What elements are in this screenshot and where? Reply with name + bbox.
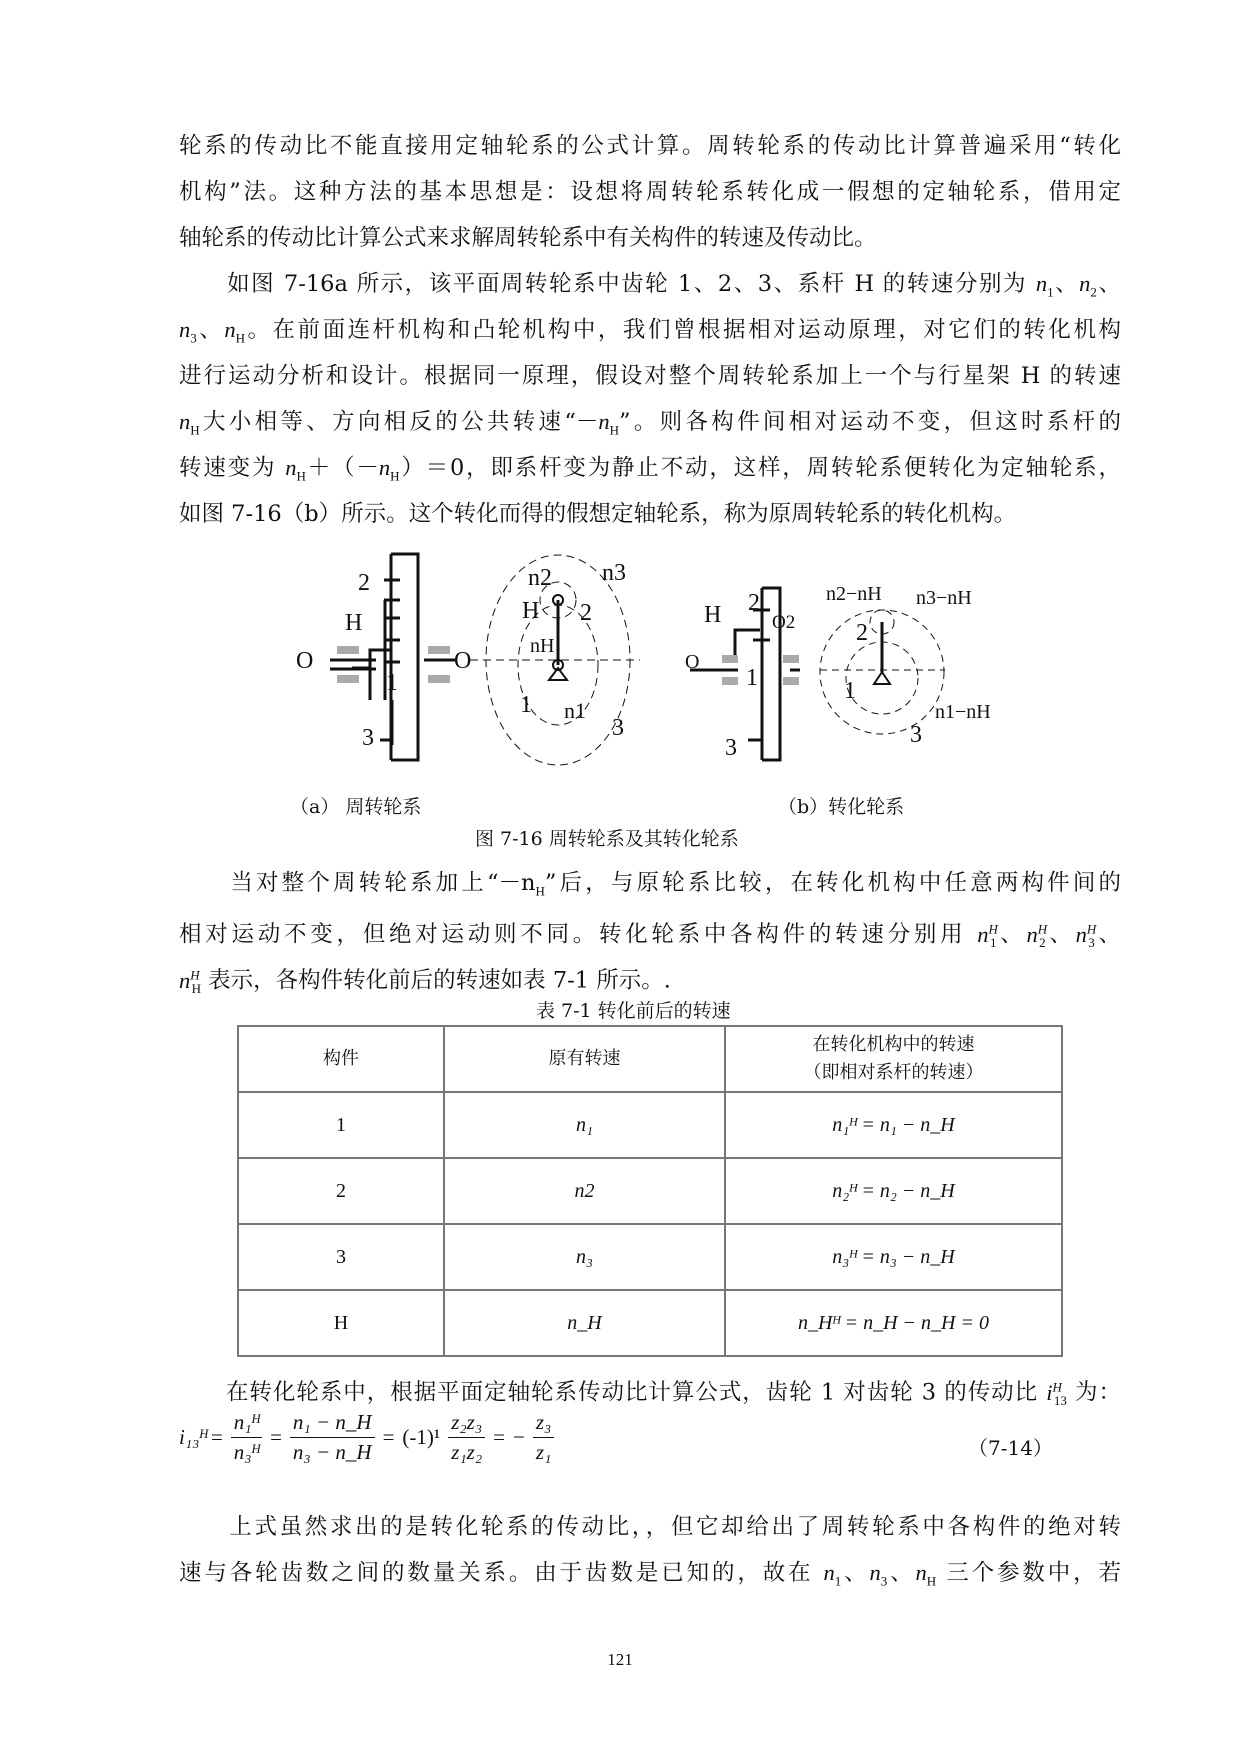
table-title: 表 7-1 转化前后的转速 [536,1000,731,1022]
caption-b: （b）转化轮系 [778,796,905,818]
figure-title: 图 7-16 周转轮系及其转化轮系 [475,828,739,850]
math-variable: $n_2$ [1079,271,1097,300]
header-converted-line1: 在转化机构中的转速 [812,1034,975,1055]
text-run: 、 [1053,271,1080,297]
text-run: ）＝0，即系杆变为静止不动，这样，周转轮系便转化为定轴轮系， [399,455,1121,481]
fig-a-label-H2: H [522,598,540,624]
text-run: 相对运动不变，但绝对运动则不同。转化轮系中各构件的转速分别用 [179,921,978,948]
math-variable: $n_H$ [378,455,400,484]
cell-orig: n2 [444,1158,725,1224]
paragraph-1-line [179,177,1121,207]
fig-b-label-1: 1 [746,665,758,691]
minus: − [512,1425,525,1449]
fig-b-label-O: O [685,651,700,673]
math-variable: $n_3$ [179,317,197,346]
table-row [238,1158,1062,1224]
paragraph-3-line [179,868,1121,907]
math-variable: $n_H$ [285,455,306,484]
math-variable: $n^H_2$ [1026,921,1048,950]
cell-conv: n₂ᴴ = n₂ − n_H [725,1158,1062,1224]
text-run: 轴轮系的传动比计算公式来求解周转轮系中有关构件的转速及传动比。 [179,225,877,251]
cell-orig: n₃ [444,1224,725,1290]
text-run: 在转化轮系中，根据平面定轴轮系传动比计算公式，齿轮 1 对齿轮 3 的传动比 [179,1379,1047,1406]
fig-b-label-3: 3 [725,735,737,761]
cell-part: H [238,1290,444,1356]
fig-b-label-c3: 3 [910,722,922,748]
text-run: 大小相等、方向相反的公共转速“－ [199,409,599,435]
text-run: ＋（－ [305,455,379,481]
math-variable: $n_1$ [823,1560,842,1589]
caption-a: （a） 周转轮系 [290,796,422,818]
eq: = [382,1425,395,1449]
fig-a-label-nH: nH [530,635,555,657]
math-variable: $n^H_3$ [1075,921,1097,950]
page-number: 121 [607,1650,633,1669]
cell-orig: n_H [444,1290,725,1356]
paragraph-5-line [179,1512,1121,1542]
fig-a-label-c1: 1 [520,692,532,718]
math-variable: $n_H$ [915,1560,937,1589]
fig-a-label-O-right: O [454,648,472,674]
formula-lhs: i₁₃ᴴ [179,1425,207,1449]
fig-a-label-c3: 3 [612,715,624,741]
frac-3: $\frac{\text{z₂z₃}}{\text{z₁z₂}}$ [448,1410,485,1465]
paragraph-1-line [179,223,1121,253]
paragraph-2-line [179,453,1121,492]
fig-b-label-O2: O2 [772,612,796,633]
fig-b-label-n1nH: n1−nH [935,701,991,723]
fig-b-label-n2nH: n2−nH [826,583,882,605]
cell-conv: n_Hᴴ = n_H − n_H = 0 [725,1290,1062,1356]
text-run: 当对整个周转轮系加上“－n [179,870,536,896]
paragraph-2-line [179,315,1121,354]
cell-conv: n₃ᴴ = n₃ − n_H [725,1224,1062,1290]
table-row [238,1224,1062,1290]
cell-part: 1 [238,1092,444,1158]
paragraph-2-line [179,361,1121,391]
eq: = [270,1425,282,1449]
fig-b-label-c1: 1 [844,678,856,704]
fig-a-label-H: H [345,610,363,636]
text-run: 三个参数中，若 [936,1560,1121,1586]
paragraph-2-line [179,269,1121,308]
equation-number: （7-14） [968,1436,1053,1460]
math-variable: H [535,883,545,899]
eq: = [493,1425,505,1449]
math-variable: $i^H_{13}$ [1046,1379,1067,1408]
eq: = [210,1425,223,1449]
math-variable: $n^H_H$ [179,967,202,996]
sign-term: (-1)¹ [402,1425,441,1449]
text-run: 如图 7-16a 所示，该平面周转轮系中齿轮 1、2、3、系杆 H 的转速分别为 [179,271,1036,297]
text-run: 为： [1066,1379,1121,1406]
math-variable: $n_H$ [224,317,245,346]
header-converted [725,1026,1062,1092]
text-run: 、 [841,1560,870,1586]
paragraph-2-line [179,499,1121,529]
cell-part: 3 [238,1224,444,1290]
table-row [238,1092,1062,1158]
frac-4: $\frac{\text{z₃}}{\text{z₁}}$ [533,1410,554,1465]
text-run: 进行运动分析和设计。根据同一原理，假设对整个周转轮系加上一个与行星架 H 的转速 [179,363,1121,389]
math-variable: $n_H$ [598,409,619,438]
math-variable: $n_H$ [179,409,200,438]
text-run: ”。则各构件间相对运动不变，但这时系杆的 [619,409,1121,435]
cell-orig: n₁ [444,1092,725,1158]
math-variable: $n_1$ [1035,271,1054,300]
text-run: 转速变为 [179,455,286,481]
paragraph-2-line [179,407,1121,446]
text-run: 、 [996,921,1027,948]
fig-a-label-3: 3 [362,725,374,751]
paragraph-5-line [179,1558,1121,1597]
fig-a-label-n1: n1 [564,698,586,723]
text-run: 上式虽然求出的是转化轮系的传动比，，但它却给出了周转轮系中各构件的绝对转 [179,1514,1121,1540]
frac-2: $\frac{\text{n₁ − n\_H}}{\text{n₃ − n\_H}}$ [290,1410,375,1465]
header-original: 原有转速 [444,1026,725,1092]
cell-part: 2 [238,1158,444,1224]
paragraph-3-line [179,914,1121,958]
figure-7-16 [0,540,1240,785]
text-run: 如图 7-16（b）所示。这个转化而得的假想定轴轮系，称为原周转轮系的转化机构。 [179,501,1017,527]
fig-b-label-H: H [704,602,722,628]
figure-a-schematic [330,554,455,760]
speed-table [237,1025,1063,1357]
text-run: ”后，与原轮系比较，在转化机构中任意两构件间的 [544,870,1121,896]
fig-a-label-n3: n3 [602,560,626,586]
table-row [238,1290,1062,1356]
fig-b-label-n3nH: n3−nH [916,587,972,609]
formula-7-14 [179,1410,558,1465]
text-run: 、 [1096,271,1121,297]
fig-a-label-g2: 2 [580,600,592,626]
fig-a-label-2: 2 [358,570,370,596]
header-converted-line2: （即相对系杆的转速） [803,1062,984,1083]
text-run: 、 [196,317,225,343]
frac-1: $\frac{\text{n₁ᴴ}}{\text{n₃ᴴ}}$ [231,1410,262,1465]
text-run: 、 [887,1560,916,1586]
text-run: 轮系的传动比不能直接用定轴轮系的公式计算。周转轮系的传动比计算普遍采用“转化 [179,133,1121,159]
fig-b-label-2: 2 [748,590,760,616]
text-run: 机构”法。这种方法的基本思想是：设想将周转轮系转化成一假想的定轴轮系，借用定 [179,179,1121,205]
text-run: 表示，各构件转化前后的转速如表 7-1 所示。. [201,967,671,994]
fig-a-label-n2: n2 [528,565,552,591]
math-variable: $n^H_1$ [977,921,998,950]
text-run: 、 [1094,921,1121,948]
paragraph-1-line [179,131,1121,161]
fig-a-label-1: 1 [386,670,398,696]
text-run: 、 [1045,921,1076,948]
text-run: 。在前面连杆机构和凸轮机构中，我们曾根据相对运动原理，对它们的转化机构 [244,317,1121,343]
cell-conv: n₁ᴴ = n₁ − n_H [725,1092,1062,1158]
math-variable: $n_3$ [869,1560,888,1589]
fig-a-label-O-left: O [296,648,314,674]
fig-b-label-g2: 2 [856,620,868,646]
text-run: 速与各轮齿数之间的数量关系。由于齿数是已知的，故在 [179,1560,824,1586]
header-part: 构件 [238,1026,444,1092]
